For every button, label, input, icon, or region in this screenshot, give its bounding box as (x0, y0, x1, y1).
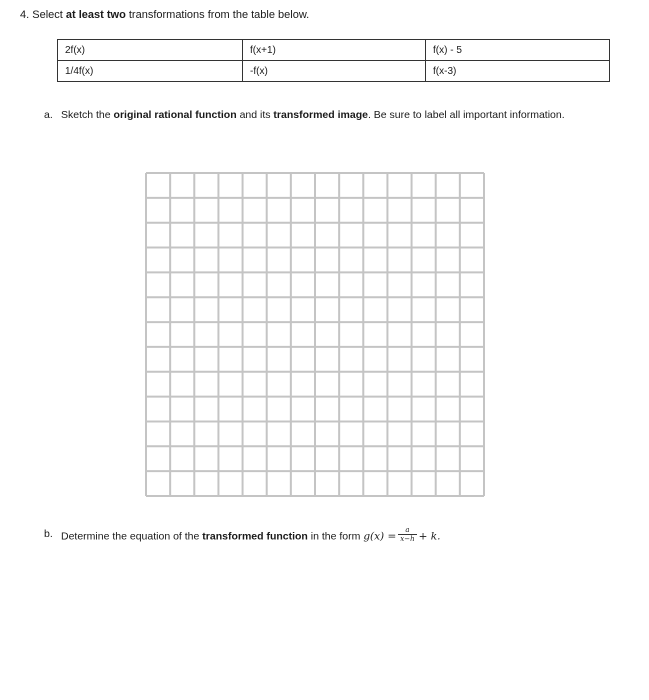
part-b-instructions (61, 528, 440, 545)
table-cell: f(x+1) (243, 40, 426, 61)
question-title (20, 9, 309, 21)
part-a-text-2: and its (239, 109, 271, 121)
table-cell: 2f(x) (58, 40, 243, 61)
table-cell: 1/4f(x) (58, 61, 243, 82)
table-cell: f(x-3) (426, 61, 610, 82)
part-a-bold-2: transformed image (273, 109, 368, 121)
table-cell: -f(x) (243, 61, 426, 82)
table-row (58, 40, 610, 61)
part-a-text-1: Sketch the (61, 109, 111, 121)
table-row (58, 61, 610, 82)
formula-numerator: a (398, 526, 416, 535)
part-a-label: a. (44, 109, 53, 121)
question-text-before: Select (32, 9, 63, 21)
formula-fraction (398, 526, 416, 543)
formula-rhs: + k. (418, 530, 441, 543)
question-number: 4. (20, 9, 30, 21)
formula-denominator: x−h (400, 535, 415, 543)
question-text-after: transformations from the table below. (128, 9, 310, 21)
part-b-text-1: Determine the equation of the (61, 530, 200, 543)
part-b-text-2: in the form (310, 530, 361, 543)
question-text-bold: at least two (65, 9, 126, 21)
transformations-table (57, 39, 610, 82)
part-a-instructions (61, 108, 601, 122)
formula-lhs: g(x) = (363, 530, 397, 543)
part-b-bold-1: transformed function (202, 530, 308, 543)
part-b-label: b. (44, 528, 53, 540)
part-a-bold-1: original rational function (113, 109, 237, 121)
part-a-text-3: . Be sure to label all important information. (367, 109, 565, 121)
table-cell: f(x) - 5 (426, 40, 610, 61)
graph-grid[interactable] (145, 172, 485, 497)
